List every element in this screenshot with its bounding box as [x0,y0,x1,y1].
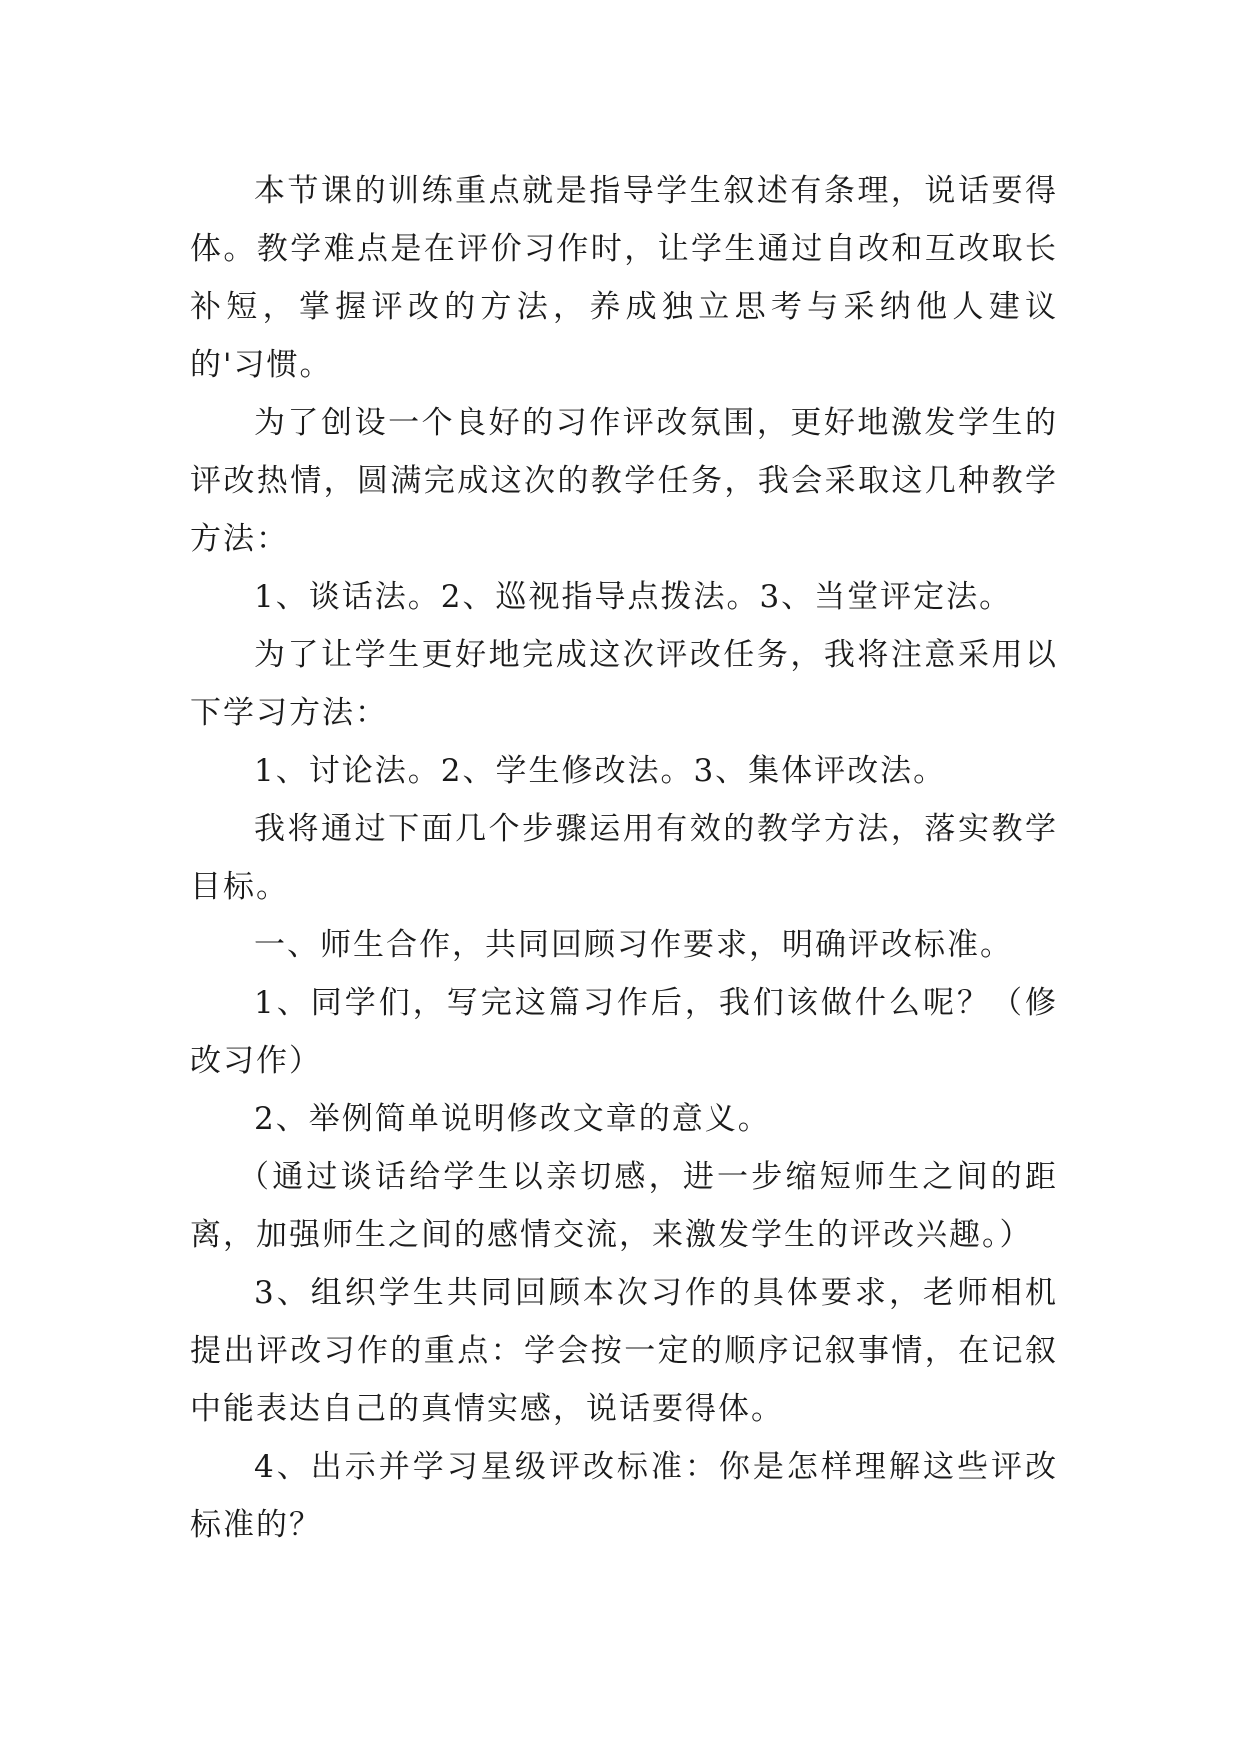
paragraph-teaching-methods-intro: 为了创设一个良好的习作评改氛围，更好地激发学生的评改热情，圆满完成这次的教学任务，我会采取这几种教学方法： [190,405,1058,557]
paragraph-section-one-heading: 一、师生合作，共同回顾习作要求，明确评改标准。 [254,927,1013,963]
paragraph-step-1: 1、同学们，写完这篇习作后，我们该做什么呢？（修改习作） [190,985,1058,1079]
paragraph-step-3: 3、组织学生共同回顾本次习作的具体要求，老师相机提出评改习作的重点：学会按一定的顺序记叙事情，在记叙中能表达自己的真情实感，说话要得体。 [190,1275,1058,1427]
paragraph-steps-intro: 我将通过下面几个步骤运用有效的教学方法，落实教学目标。 [190,811,1058,905]
paragraph-learning-methods-intro: 为了让学生更好地完成这次评改任务，我将注意采用以下学习方法： [190,637,1058,731]
paragraph-learning-methods-list: 1、讨论法。2、学生修改法。3、集体评改法。 [254,753,947,789]
paragraph-step-4: 4、出示并学习星级评改标准：你是怎样理解这些评改标准的？ [190,1449,1058,1543]
paragraph-teaching-methods-list: 1、谈话法。2、巡视指导点拨法。3、当堂评定法。 [254,579,1013,615]
paragraph-teaching-focus: 本节课的训练重点就是指导学生叙述有条理，说话要得体。教学难点是在评价习作时，让学生通过自改和互改取长补短，掌握评改的方法，养成独立思考与采纳他人建议的'习惯。 [190,173,1058,383]
document-body [190,162,1058,1554]
paragraph-step-2-note: （通过谈话给学生以亲切感，进一步缩短师生之间的距离，加强师生之间的感情交流，来激发学生的评改兴趣。） [190,1159,1058,1253]
paragraph-step-2: 2、举例简单说明修改文章的意义。 [254,1101,771,1137]
